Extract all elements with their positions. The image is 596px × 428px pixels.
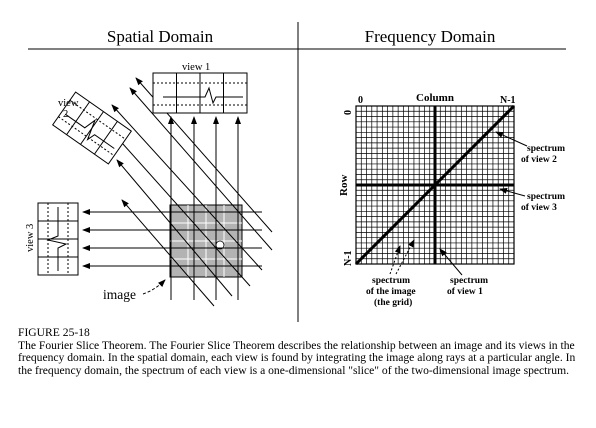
spectrum-view3-label-line2: of view 3 [521,203,557,213]
spectrum-view2-label-line1: spectrum [527,144,565,154]
view1-label: view 1 [182,62,211,73]
spectrum-view3-label-line1: spectrum [527,192,565,202]
spectrum-image-label-line1: spectrum [372,276,410,286]
frequency-domain-heading: Frequency Domain [364,27,496,46]
row-start-label: 0 [343,110,354,115]
view2-label-line1: view [58,98,79,109]
spectrum-image-label-line3: (the grid) [374,298,413,308]
frequency-panel [338,92,565,308]
view3-label: view 3 [25,223,36,252]
column-axis-label: Column [416,92,454,104]
column-end-label: N-1 [500,95,516,106]
spectrum-image-arrow-2 [396,240,414,274]
spectrum-image-label-line2: of the image [366,287,416,297]
column-start-label: 0 [358,95,363,106]
caption-text: The Fourier Slice Theorem. The Fourier Slice Theorem describes the relationship between an image and its views in the frequency domain. In the spatial domain, each view is found by integrating the image along rays at a particular angle. In the frequency domain, the spectrum of each view is a one-dimensional "slice" of the two-dimensional image spectrum. [18,338,576,377]
view2-label-line2: 2 [63,109,69,120]
figure-caption [18,327,590,377]
image-pointer-arrow [143,280,165,294]
spectrum-view2-label-line2: of view 2 [521,155,557,165]
spatial-panel [25,62,272,306]
spatial-domain-heading: Spatial Domain [106,27,214,46]
figure-number: FIGURE 25-18 [18,326,90,339]
row-axis-label: Row [338,174,350,196]
view3-box [25,203,78,275]
spectrum-view2-arrow [496,132,527,146]
row-end-label: N-1 [343,250,354,266]
spectrum-view1-label-line1: spectrum [450,276,488,286]
image-label: image [103,287,136,302]
view1-box [153,62,247,113]
spectrum-view1-label-line2: of view 1 [447,287,483,297]
